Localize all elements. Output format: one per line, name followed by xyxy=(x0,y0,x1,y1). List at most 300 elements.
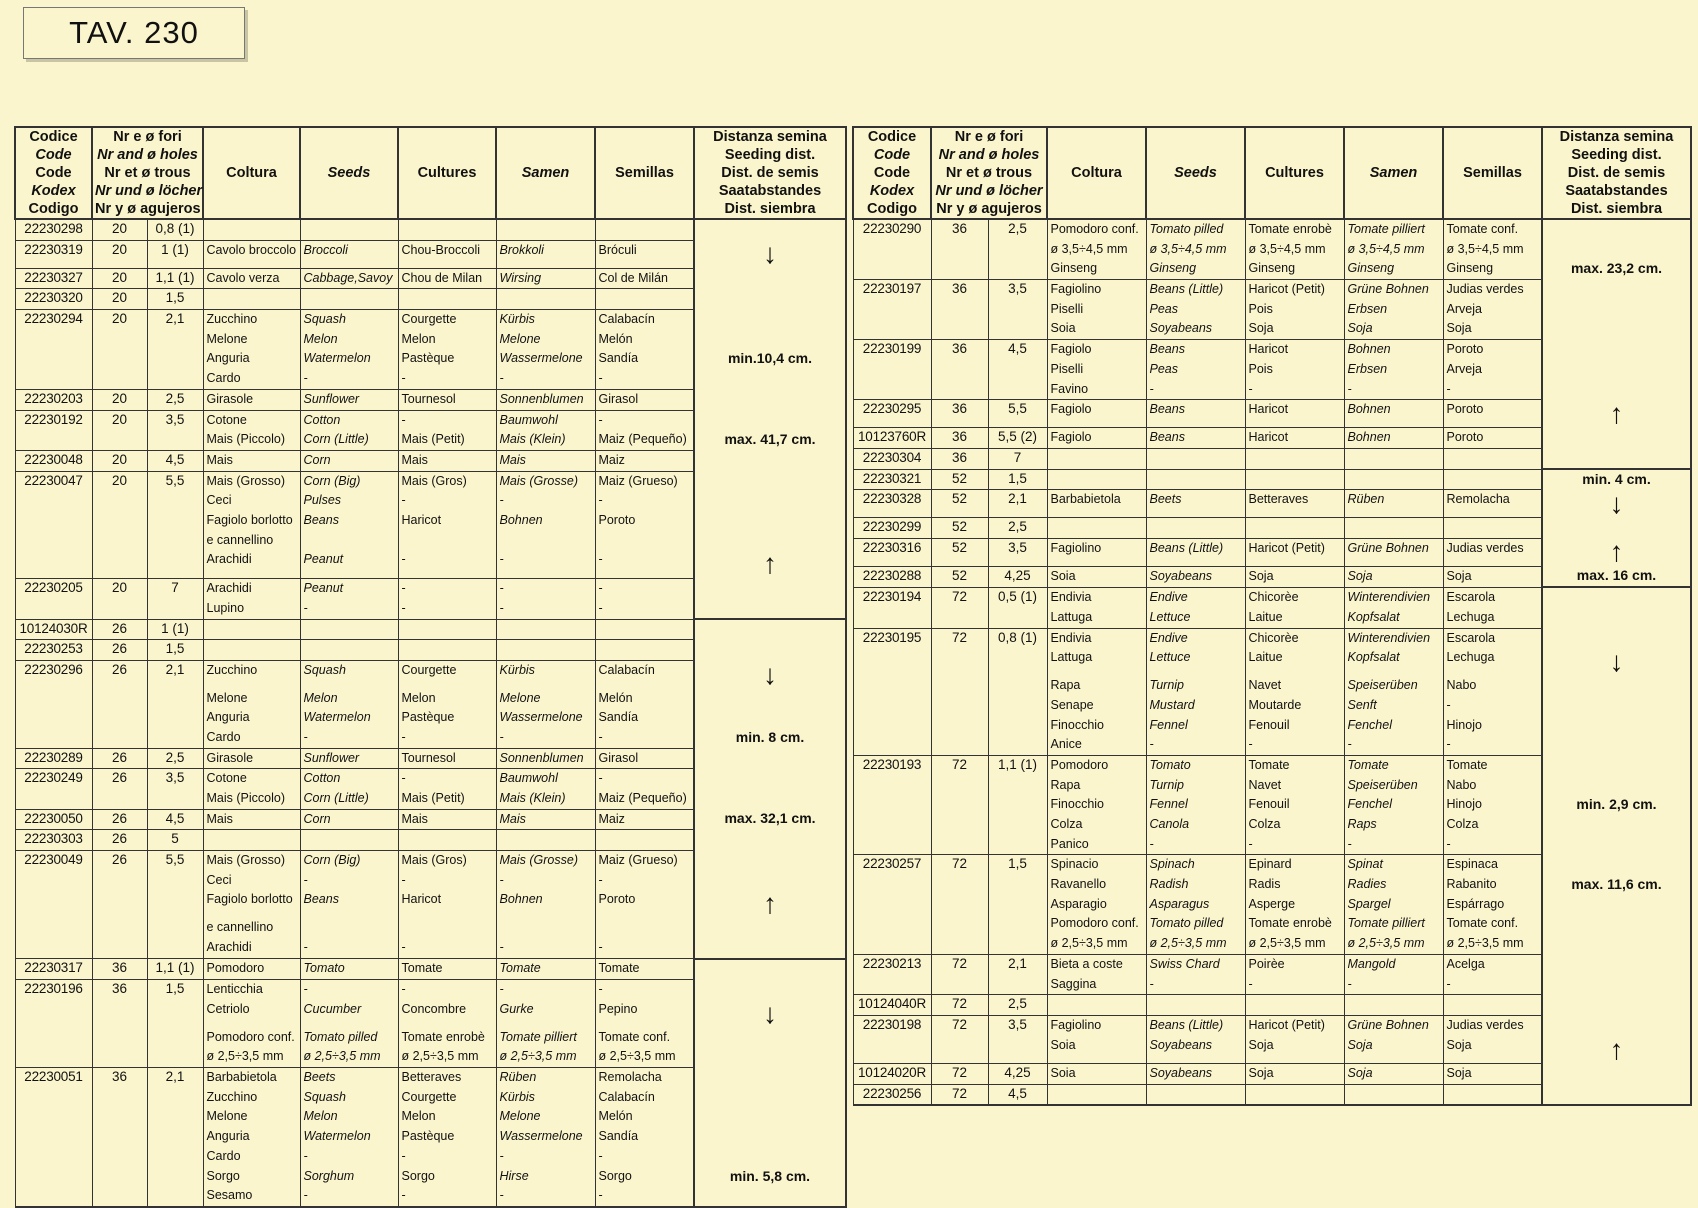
crop-de: Mais xyxy=(496,809,595,830)
crop-fr: Chicorèe xyxy=(1245,587,1344,608)
hole-count: 26 xyxy=(92,640,147,661)
crop-fr: - xyxy=(398,410,496,430)
table-row xyxy=(15,938,846,959)
table-row xyxy=(853,587,1691,608)
seeding-distance-cell xyxy=(1542,428,1691,449)
hole-count: 36 xyxy=(931,340,988,360)
seeding-distance-cell xyxy=(1542,716,1691,736)
crop-es: Maiz (Grueso) xyxy=(595,851,694,871)
part-code: 22230205 xyxy=(15,578,92,598)
seeding-distance-cell: max. 32,1 cm. xyxy=(694,809,846,830)
table-row xyxy=(15,310,846,330)
crop-es: Tomate xyxy=(595,959,694,980)
hole-diameter: 0,8 (1) xyxy=(147,219,203,240)
hole-count: 26 xyxy=(92,769,147,789)
table-row xyxy=(853,1084,1691,1105)
hole-diameter xyxy=(988,608,1047,628)
crop-en: Endive xyxy=(1146,628,1245,648)
arrow-down-icon: ↓ xyxy=(1609,489,1624,518)
hole-count xyxy=(931,815,988,835)
part-code: 22230321 xyxy=(853,469,931,490)
hole-diameter: 0,8 (1) xyxy=(988,628,1047,648)
crop-fr xyxy=(398,830,496,851)
seeding-distance-cell xyxy=(1542,300,1691,320)
hole-diameter xyxy=(147,491,203,511)
hole-diameter: 5,5 xyxy=(988,400,1047,428)
crop-en: Squash xyxy=(300,661,398,689)
table-row xyxy=(853,280,1691,300)
part-code xyxy=(15,789,92,809)
hole-diameter xyxy=(147,918,203,938)
crop-fr xyxy=(398,219,496,240)
crop-fr: Pois xyxy=(1245,300,1344,320)
part-code xyxy=(15,728,92,748)
crop-it: Lenticchia xyxy=(203,980,300,1000)
crop-fr: Fenouil xyxy=(1245,795,1344,815)
crop-it: e cannellino xyxy=(203,918,300,938)
crop-fr xyxy=(1245,448,1344,469)
crop-fr: - xyxy=(1245,975,1344,995)
hole-count: 26 xyxy=(92,851,147,871)
crop-it: Asparagio xyxy=(1047,895,1146,915)
part-code xyxy=(15,330,92,350)
hole-count: 20 xyxy=(92,240,147,268)
crop-de: Soja xyxy=(1344,1064,1443,1085)
header-cultures: Cultures xyxy=(1245,127,1344,219)
crop-en: Lettuce xyxy=(1146,648,1245,676)
seeding-distance-cell xyxy=(694,661,846,689)
crop-de: Tomate xyxy=(1344,755,1443,775)
part-code: 22230213 xyxy=(853,954,931,974)
crop-de: - xyxy=(496,599,595,620)
part-code xyxy=(15,1147,92,1167)
hole-count xyxy=(931,380,988,400)
crop-en: Cabbage,Savoy xyxy=(300,268,398,289)
seeding-distance-cell: max. 23,2 cm. xyxy=(1542,259,1691,279)
crop-en xyxy=(1146,518,1245,539)
crop-it: Fagiolino xyxy=(1047,538,1146,566)
table-row xyxy=(853,566,1691,587)
crop-fr: Radis xyxy=(1245,875,1344,895)
crop-es: Rabanito xyxy=(1443,875,1542,895)
crop-de: Speiserüben xyxy=(1344,676,1443,696)
part-code: 22230256 xyxy=(853,1084,931,1105)
seeding-distance-cell xyxy=(694,550,846,578)
hole-diameter xyxy=(147,871,203,891)
seeding-distance-cell xyxy=(694,1068,846,1088)
part-code: 10123760R xyxy=(853,428,931,449)
hole-count xyxy=(92,890,147,918)
table-row xyxy=(853,735,1691,755)
crop-de: Erbsen xyxy=(1344,360,1443,380)
crop-es: Arveja xyxy=(1443,360,1542,380)
crop-en: Beans xyxy=(1146,340,1245,360)
crop-en: Sorghum xyxy=(300,1167,398,1187)
part-code xyxy=(15,599,92,620)
hole-count: 36 xyxy=(92,959,147,980)
crop-en: Beans (Little) xyxy=(1146,280,1245,300)
crop-de xyxy=(1344,1084,1443,1105)
hole-diameter xyxy=(988,360,1047,380)
hole-diameter xyxy=(988,776,1047,796)
table-row xyxy=(15,410,846,430)
hole-count xyxy=(92,1107,147,1127)
hole-count xyxy=(931,676,988,696)
crop-fr: Fenouil xyxy=(1245,716,1344,736)
hole-diameter: 4,5 xyxy=(147,450,203,471)
part-code xyxy=(15,708,92,728)
hole-diameter: 5,5 xyxy=(147,471,203,491)
crop-es: Lechuga xyxy=(1443,648,1542,676)
table-row xyxy=(15,1028,846,1048)
hole-count: 52 xyxy=(931,490,988,518)
crop-it: Zucchino xyxy=(203,1088,300,1108)
hole-count xyxy=(92,789,147,809)
part-code xyxy=(15,430,92,450)
part-code: 22230192 xyxy=(15,410,92,430)
header-row xyxy=(853,127,1691,219)
crop-es: - xyxy=(1443,696,1542,716)
hole-count xyxy=(92,871,147,891)
part-code xyxy=(853,895,931,915)
table-row xyxy=(15,708,846,728)
arrow-up-icon: ↑ xyxy=(1609,399,1624,428)
seeding-distance-cell xyxy=(1542,340,1691,360)
part-code: 22230257 xyxy=(853,855,931,875)
part-code: 22230316 xyxy=(853,538,931,566)
crop-de xyxy=(1344,448,1443,469)
hole-count xyxy=(92,918,147,938)
crop-fr xyxy=(398,918,496,938)
crop-fr: Soja xyxy=(1245,319,1344,339)
crop-it: Barbabietola xyxy=(203,1068,300,1088)
crop-fr: Tomate xyxy=(398,959,496,980)
crop-it: e cannellino xyxy=(203,531,300,551)
seeding-distance-cell xyxy=(1542,776,1691,796)
crop-es: - xyxy=(595,938,694,959)
hole-count xyxy=(931,835,988,855)
crop-de: Fenchel xyxy=(1344,716,1443,736)
crop-es: Sandía xyxy=(595,349,694,369)
hole-count xyxy=(92,728,147,748)
hole-diameter xyxy=(988,835,1047,855)
crop-en: Peanut xyxy=(300,578,398,598)
table-row xyxy=(15,1047,846,1067)
hole-diameter: 2,1 xyxy=(988,954,1047,974)
crop-it: Piselli xyxy=(1047,300,1146,320)
crop-de: Mais (Grosse) xyxy=(496,851,595,871)
part-code xyxy=(15,1047,92,1067)
seeding-distance-cell xyxy=(694,1186,846,1207)
crop-es: Calabacín xyxy=(595,1088,694,1108)
header-samen: Samen xyxy=(1344,127,1443,219)
hole-diameter xyxy=(988,934,1047,954)
hole-diameter xyxy=(988,300,1047,320)
hole-count xyxy=(92,1000,147,1028)
crop-en: - xyxy=(1146,380,1245,400)
seeding-distance-cell xyxy=(694,1107,846,1127)
table-row xyxy=(853,815,1691,835)
crop-es: Sorgo xyxy=(595,1167,694,1187)
crop-de: Erbsen xyxy=(1344,300,1443,320)
crop-en: Broccoli xyxy=(300,240,398,268)
crop-en: Melon xyxy=(300,689,398,709)
crop-es: Remolacha xyxy=(595,1068,694,1088)
seeding-distance-cell xyxy=(694,748,846,769)
hole-diameter xyxy=(988,914,1047,934)
part-code: 22230327 xyxy=(15,268,92,289)
crop-es: Maiz (Pequeño) xyxy=(595,789,694,809)
hole-count xyxy=(931,300,988,320)
crop-en: - xyxy=(1146,975,1245,995)
crop-en: Beans xyxy=(300,511,398,531)
crop-it: Sorgo xyxy=(203,1167,300,1187)
crop-es: Poroto xyxy=(595,890,694,918)
table-row xyxy=(853,380,1691,400)
table-row xyxy=(853,795,1691,815)
crop-it: Arachidi xyxy=(203,578,300,598)
seeding-distance-cell xyxy=(694,471,846,491)
hole-diameter xyxy=(147,789,203,809)
crop-de: Melone xyxy=(496,330,595,350)
crop-es: Arveja xyxy=(1443,300,1542,320)
hole-count: 72 xyxy=(931,628,988,648)
seeding-distance-cell xyxy=(1542,608,1691,628)
hole-count: 72 xyxy=(931,587,988,608)
seeding-distance-cell xyxy=(694,511,846,531)
part-code: 22230328 xyxy=(853,490,931,518)
seeding-distance-cell xyxy=(694,599,846,620)
hole-count: 20 xyxy=(92,578,147,598)
crop-it: ø 2,5÷3,5 mm xyxy=(1047,934,1146,954)
hole-diameter xyxy=(147,349,203,369)
part-code xyxy=(853,934,931,954)
seeding-distance-cell xyxy=(1542,380,1691,400)
crop-es: Remolacha xyxy=(1443,490,1542,518)
header-distance: Distanza semina Seeding dist. Dist. de semis Saatabstandes Dist. siembra xyxy=(1542,127,1691,219)
seeding-distance-cell xyxy=(694,330,846,350)
hole-count: 72 xyxy=(931,855,988,875)
seeding-distance-cell xyxy=(694,1147,846,1167)
table-row xyxy=(15,330,846,350)
crop-fr: Ginseng xyxy=(1245,259,1344,279)
crop-fr: - xyxy=(398,599,496,620)
part-code: 22230289 xyxy=(15,748,92,769)
crop-en: Spinach xyxy=(1146,855,1245,875)
crop-fr: Courgette xyxy=(398,1088,496,1108)
seeding-distance-cell: max. 16 cm. xyxy=(1542,566,1691,587)
crop-fr: Pastèque xyxy=(398,708,496,728)
part-code xyxy=(853,1036,931,1064)
hole-count xyxy=(92,708,147,728)
crop-fr: Tournesol xyxy=(398,389,496,410)
part-code xyxy=(853,240,931,260)
crop-it: Panico xyxy=(1047,835,1146,855)
hole-diameter xyxy=(147,689,203,709)
seeding-distance-cell: min. 5,8 cm. xyxy=(694,1167,846,1187)
hole-count: 20 xyxy=(92,389,147,410)
seeding-distance-cell xyxy=(1542,587,1691,608)
crop-fr: Laitue xyxy=(1245,608,1344,628)
hole-diameter: 1,1 (1) xyxy=(988,755,1047,775)
crop-es: Soja xyxy=(1443,1064,1542,1085)
table-row xyxy=(15,389,846,410)
part-code: 22230303 xyxy=(15,830,92,851)
crop-en: Corn (Big) xyxy=(300,471,398,491)
crop-en: Corn xyxy=(300,450,398,471)
hole-diameter xyxy=(147,1000,203,1028)
crop-de: Kürbis xyxy=(496,1088,595,1108)
seeding-distance-cell xyxy=(694,410,846,430)
crop-en: Beans (Little) xyxy=(1146,1015,1245,1035)
crop-fr: Mais xyxy=(398,450,496,471)
hole-count: 26 xyxy=(92,748,147,769)
hole-count xyxy=(931,608,988,628)
part-code xyxy=(853,776,931,796)
part-code: 22230317 xyxy=(15,959,92,980)
crop-fr: Haricot (Petit) xyxy=(1245,1015,1344,1035)
crop-en: Asparagus xyxy=(1146,895,1245,915)
hole-count xyxy=(92,1186,147,1207)
crop-it xyxy=(1047,469,1146,490)
crop-it: Sesamo xyxy=(203,1186,300,1207)
crop-es xyxy=(595,531,694,551)
crop-es xyxy=(595,289,694,310)
crop-de: - xyxy=(496,1147,595,1167)
hole-count: 26 xyxy=(92,830,147,851)
crop-de: Grüne Bohnen xyxy=(1344,280,1443,300)
hole-count: 52 xyxy=(931,469,988,490)
header-code: Codice Code Code Kodex Codigo xyxy=(15,127,92,219)
crop-fr: Melon xyxy=(398,330,496,350)
crop-en: - xyxy=(300,728,398,748)
table-row xyxy=(853,855,1691,875)
crop-en: ø 2,5÷3,5 mm xyxy=(1146,934,1245,954)
table-row xyxy=(15,471,846,491)
hole-diameter xyxy=(988,696,1047,716)
hole-count: 36 xyxy=(92,1068,147,1088)
crop-fr: Tomate enrobè xyxy=(398,1028,496,1048)
seeding-distance-cell xyxy=(694,789,846,809)
crop-es: - xyxy=(595,769,694,789)
crop-it: Cavolo verza xyxy=(203,268,300,289)
crop-it: Cotone xyxy=(203,769,300,789)
hole-diameter xyxy=(147,1186,203,1207)
seeding-distance-cell xyxy=(1542,954,1691,974)
crop-de: Wirsing xyxy=(496,268,595,289)
crop-it: Senape xyxy=(1047,696,1146,716)
crop-it xyxy=(203,830,300,851)
crop-es: Espinaca xyxy=(1443,855,1542,875)
crop-fr: Chou-Broccoli xyxy=(398,240,496,268)
part-code: 22230296 xyxy=(15,661,92,689)
crop-de: - xyxy=(496,938,595,959)
crop-es: - xyxy=(1443,380,1542,400)
crop-fr: Pois xyxy=(1245,360,1344,380)
hole-diameter xyxy=(147,430,203,450)
hole-count xyxy=(931,975,988,995)
table-row xyxy=(15,1068,846,1088)
header-holes: Nr e ø fori Nr and ø holes Nr et ø trous Nr und ø löcher Nr y ø agujeros xyxy=(931,127,1047,219)
crop-fr: Mais (Gros) xyxy=(398,851,496,871)
crop-es: Poroto xyxy=(1443,400,1542,428)
crop-it: Barbabietola xyxy=(1047,490,1146,518)
part-code: 22230298 xyxy=(15,219,92,240)
crop-fr: - xyxy=(398,980,496,1000)
crop-es xyxy=(595,830,694,851)
crop-es: ø 2,5÷3,5 mm xyxy=(1443,934,1542,954)
seeding-distance-cell xyxy=(694,708,846,728)
part-code xyxy=(853,360,931,380)
table-row xyxy=(15,851,846,871)
hole-diameter: 1 (1) xyxy=(147,619,203,640)
hole-diameter: 1,5 xyxy=(988,469,1047,490)
table-row xyxy=(15,809,846,830)
part-code xyxy=(15,550,92,578)
crop-it: Zucchino xyxy=(203,310,300,330)
table-row xyxy=(15,1167,846,1187)
hole-diameter xyxy=(147,1088,203,1108)
crop-de: Sonnenblumen xyxy=(496,389,595,410)
crop-es xyxy=(595,918,694,938)
hole-count xyxy=(92,330,147,350)
seeding-distance-cell xyxy=(694,1047,846,1067)
crop-es xyxy=(595,619,694,640)
hole-diameter xyxy=(988,240,1047,260)
crop-it: Lattuga xyxy=(1047,648,1146,676)
hole-count xyxy=(931,795,988,815)
hole-count xyxy=(92,430,147,450)
crop-de: Mais (Klein) xyxy=(496,430,595,450)
hole-diameter: 2,1 xyxy=(988,490,1047,518)
table-row xyxy=(15,349,846,369)
table-row xyxy=(853,240,1691,260)
part-code: 22230203 xyxy=(15,389,92,410)
crop-de: Wassermelone xyxy=(496,708,595,728)
seeding-distance-cell xyxy=(1542,835,1691,855)
hole-diameter xyxy=(147,599,203,620)
crop-de: Brokkoli xyxy=(496,240,595,268)
crop-de: Ginseng xyxy=(1344,259,1443,279)
part-code: 22230304 xyxy=(853,448,931,469)
crop-fr: ø 3,5÷4,5 mm xyxy=(1245,240,1344,260)
header-seeds: Seeds xyxy=(300,127,398,219)
table-row xyxy=(853,428,1691,449)
part-code xyxy=(15,349,92,369)
hole-diameter xyxy=(988,319,1047,339)
crop-it: Cavolo broccolo xyxy=(203,240,300,268)
seeding-distance-cell: min. 2,9 cm. xyxy=(1542,795,1691,815)
crop-en: Corn (Big) xyxy=(300,851,398,871)
seeding-distance-cell xyxy=(1542,319,1691,339)
part-code xyxy=(853,319,931,339)
crop-es: - xyxy=(595,410,694,430)
hole-diameter xyxy=(147,890,203,918)
crop-en xyxy=(300,918,398,938)
crop-de xyxy=(496,918,595,938)
crop-en: - xyxy=(1146,735,1245,755)
table-row xyxy=(853,219,1691,240)
crop-en xyxy=(300,830,398,851)
crop-es: Acelga xyxy=(1443,954,1542,974)
hole-count: 72 xyxy=(931,1084,988,1105)
hole-diameter: 4,25 xyxy=(988,1064,1047,1085)
crop-es xyxy=(1443,518,1542,539)
table-row xyxy=(853,538,1691,566)
crop-en: Watermelon xyxy=(300,708,398,728)
part-code: 22230047 xyxy=(15,471,92,491)
crop-es: Pepino xyxy=(595,1000,694,1028)
